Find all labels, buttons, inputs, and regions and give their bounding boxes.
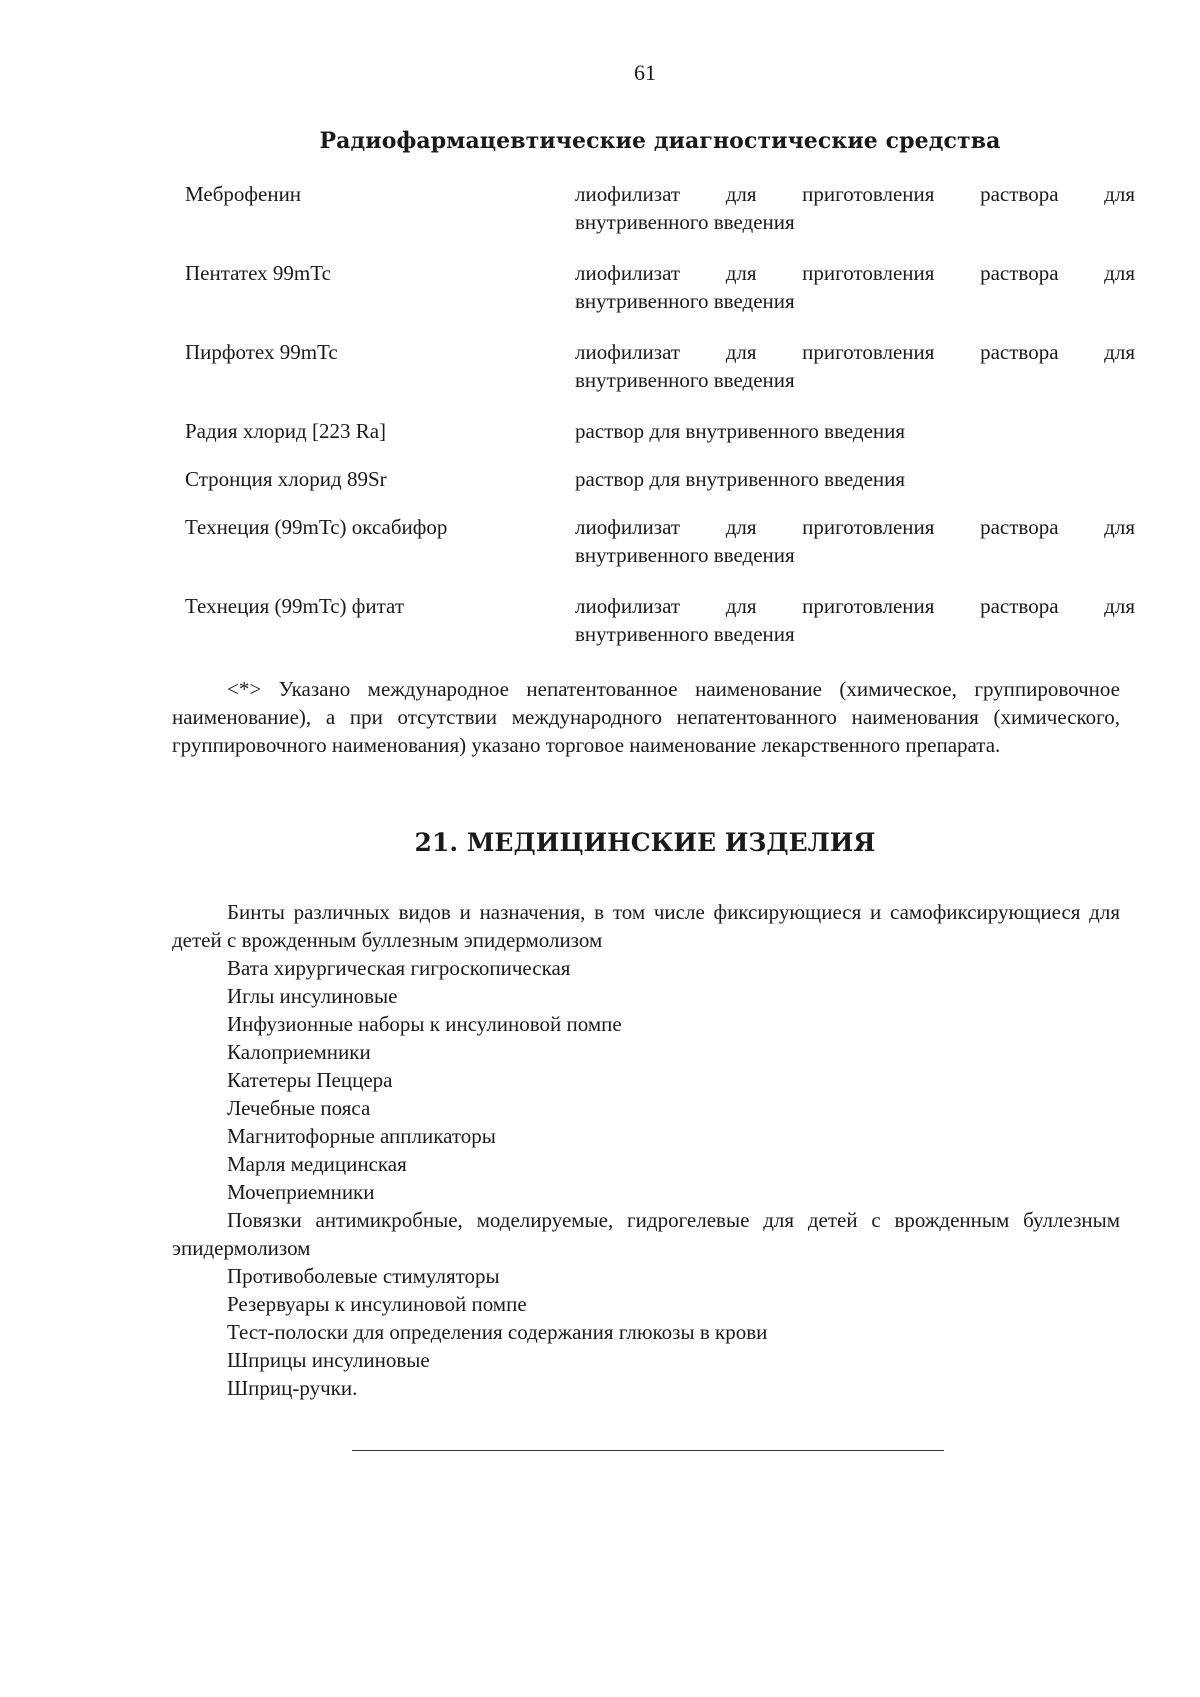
list-item: Повязки антимикробные, моделируемые, гидрогелевые для детей с врожденным буллезным эпидермолизом: [172, 1208, 1120, 1260]
end-divider-line: [352, 1450, 944, 1451]
drug-row: [185, 513, 1135, 569]
list-item: Шприцы инсулиновые: [227, 1348, 430, 1372]
list-item: Магнитофорные аппликаторы: [227, 1124, 496, 1148]
drug-dosage-form-line: раствор для внутривенного введения: [575, 467, 906, 491]
list-item: Иглы инсулиновые: [227, 984, 398, 1008]
drug-dosage-form-line: внутривенного введения: [575, 543, 795, 567]
drug-row: [185, 465, 1135, 493]
drug-dosage-form-line: лиофилизат для приготовления раствора для: [575, 182, 1135, 206]
drug-dosage-form-line: внутривенного введения: [575, 622, 795, 646]
drug-dosage-form: [575, 417, 1135, 445]
drug-dosage-form: [575, 513, 1135, 569]
drug-row: [185, 417, 1135, 445]
drug-row: [185, 592, 1135, 648]
drug-dosage-form: [575, 465, 1135, 493]
medical-devices-list: [172, 898, 1120, 1402]
list-item: Марля медицинская: [227, 1152, 407, 1176]
drug-row: [185, 338, 1135, 394]
drug-dosage-form-line: раствор для внутривенного введения: [575, 419, 906, 443]
page-number: 61: [634, 60, 656, 85]
list-item: Бинты различных видов и назначения, в том числе фиксирующиеся и самофиксирующиеся для детей с врожденным буллезным эпидермолизом: [172, 900, 1120, 952]
drug-name: Пирфотех 99mTc: [185, 340, 338, 364]
drug-dosage-form: [575, 259, 1135, 315]
drug-name: Технеция (99mTc) оксабифор: [185, 515, 448, 539]
list-item: Калоприемники: [227, 1040, 371, 1064]
drug-dosage-form: [575, 180, 1135, 236]
section-title: Радиофармацевтические диагностические средства: [319, 128, 1001, 154]
chapter-title: 21. МЕДИЦИНСКИЕ ИЗДЕЛИЯ: [414, 828, 876, 857]
drug-name: Радия хлорид [223 Ra]: [185, 419, 387, 443]
list-item: Шприц-ручки.: [227, 1376, 358, 1400]
drug-dosage-form: [575, 338, 1135, 394]
drug-dosage-form-line: внутривенного введения: [575, 368, 795, 392]
drug-dosage-form-line: лиофилизат для приготовления раствора для: [575, 340, 1135, 364]
drug-dosage-form-line: лиофилизат для приготовления раствора для: [575, 515, 1135, 539]
list-item: Вата хирургическая гигроскопическая: [227, 956, 571, 980]
drug-dosage-form-line: лиофилизат для приготовления раствора для: [575, 594, 1135, 618]
drug-dosage-form: [575, 592, 1135, 648]
list-item: Лечебные пояса: [227, 1096, 371, 1120]
drug-table: [185, 180, 1135, 671]
drug-name: Стронция хлорид 89Sr: [185, 467, 387, 491]
drug-dosage-form-line: внутривенного введения: [575, 289, 795, 313]
footnote: <*> Указано международное непатентованное наименование (химическое, группировочное наименование), а при отсутствии международного непатентованного наименования (химического, группировочного наименования) указано торговое наименование лекарственного препарата.: [172, 677, 1120, 757]
drug-dosage-form-line: внутривенного введения: [575, 210, 795, 234]
list-item: Противоболевые стимуляторы: [227, 1264, 500, 1288]
drug-name: Пентатех 99mTc: [185, 261, 331, 285]
drug-dosage-form-line: лиофилизат для приготовления раствора для: [575, 261, 1135, 285]
list-item: Инфузионные наборы к инсулиновой помпе: [227, 1012, 622, 1036]
drug-row: [185, 180, 1135, 236]
list-item: Резервуары к инсулиновой помпе: [227, 1292, 527, 1316]
drug-row: [185, 259, 1135, 315]
list-item: Катетеры Пеццера: [227, 1068, 393, 1092]
list-item: Тест-полоски для определения содержания глюкозы в крови: [227, 1320, 768, 1344]
drug-name: Меброфенин: [185, 182, 302, 206]
list-item: Мочеприемники: [227, 1180, 375, 1204]
drug-name: Технеция (99mTc) фитат: [185, 594, 405, 618]
